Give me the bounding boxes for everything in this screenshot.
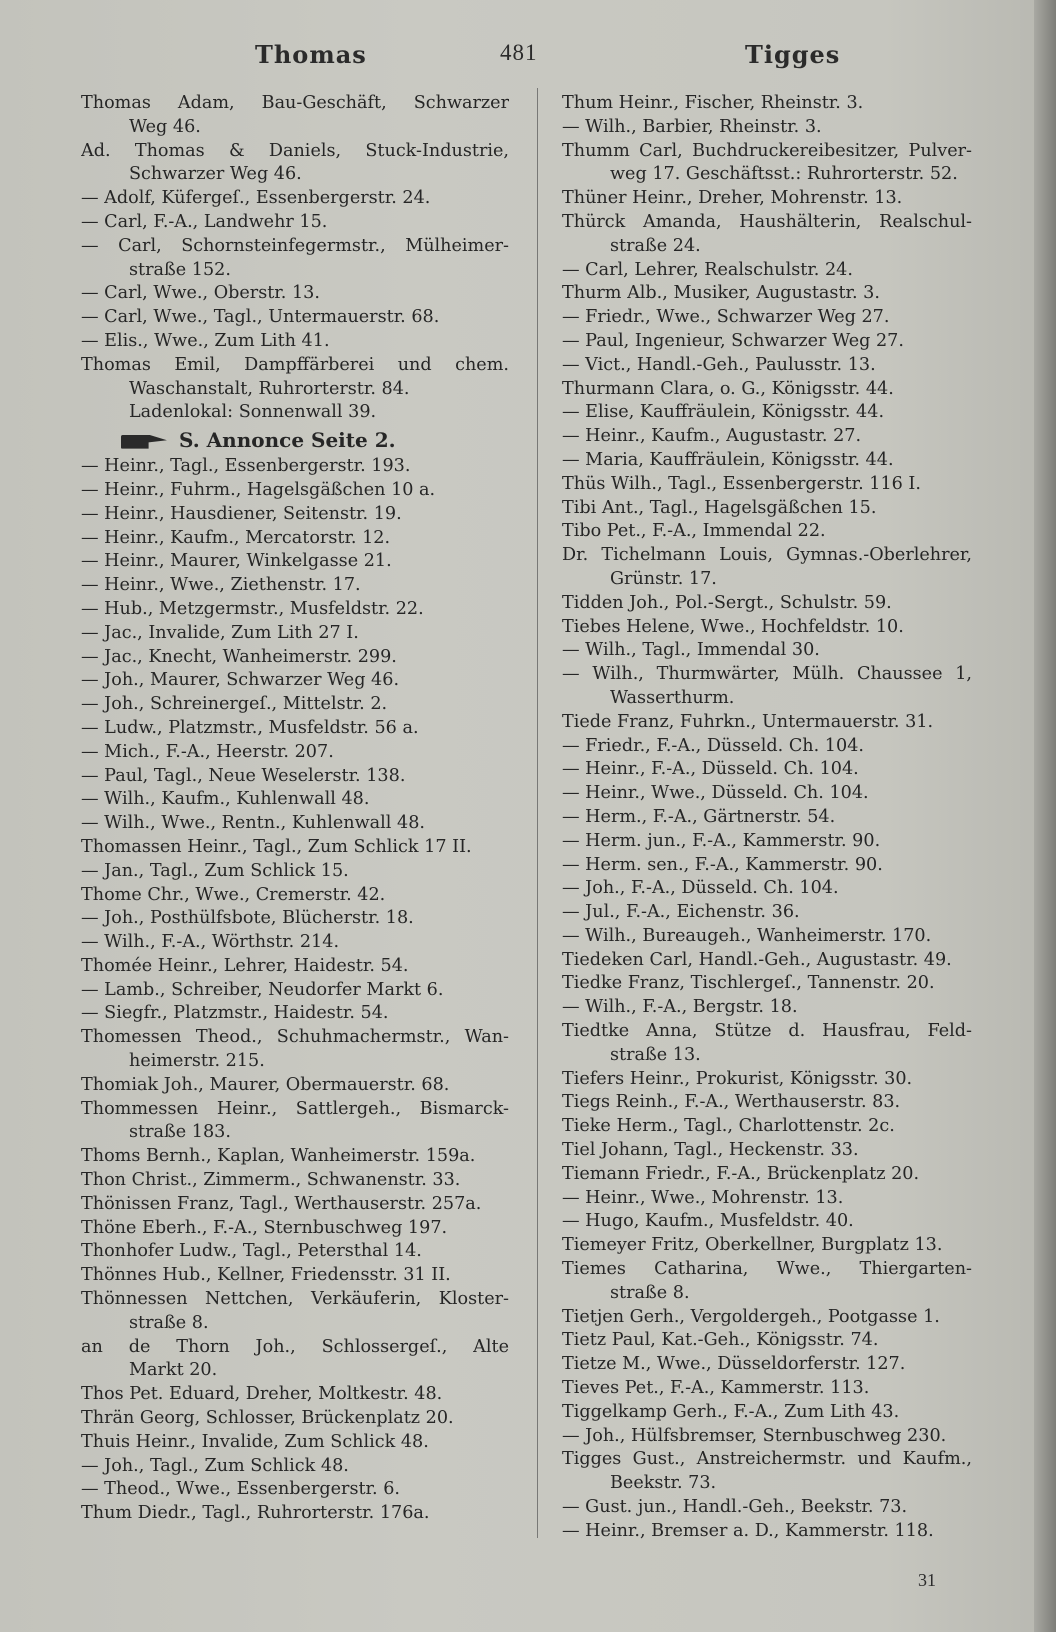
entry-line: Tiedke Franz, Tischlergeſ., Tannenstr. 20.	[562, 973, 935, 994]
entry-line: — Ludw., Platzmstr., Musfeldstr. 56 a.	[81, 717, 419, 738]
directory-entry	[81, 693, 509, 717]
directory-entry	[562, 1377, 972, 1401]
directory-entry	[562, 520, 972, 544]
entry-line: — Heinr., Maurer, Winkelgasse 21.	[81, 551, 392, 572]
directory-entry	[562, 735, 972, 759]
directory-entry	[562, 758, 972, 782]
entry-line: — Heinr., Tagl., Essenbergerstr. 193.	[81, 456, 411, 477]
directory-entry	[562, 1091, 972, 1115]
entry-line: — Heinr., Kaufm., Mercatorstr. 12.	[81, 527, 391, 548]
directory-entry	[562, 1401, 972, 1425]
directory-entry	[81, 1478, 509, 1502]
entry-line: Tibi Ant., Tagl., Hagelsgäßchen 15.	[562, 497, 877, 518]
entry-line: Thos Pet. Eduard, Dreher, Moltkestr. 48.	[81, 1384, 443, 1405]
entry-line: — Heinr., Wwe., Düsseld. Ch. 104.	[562, 783, 869, 804]
entry-continuation: Ladenlokal: Sonnenwall 39.	[129, 402, 377, 423]
entry-line: — Wilh., Tagl., Immendal 30.	[562, 640, 820, 661]
directory-entry	[81, 765, 509, 789]
directory-entry	[81, 1002, 509, 1026]
entry-line: Thomas Emil, Dampffärberei und chem.	[81, 354, 509, 375]
directory-entry	[562, 806, 972, 830]
entry-line: Tidden Joh., Pol.-Sergt., Schulstr. 59.	[562, 592, 892, 613]
entry-line: — Elis., Wwe., Zum Lith 41.	[81, 330, 330, 351]
entry-line: — Joh., Hülfsbremser, Sternbuschweg 230.	[562, 1425, 947, 1446]
directory-entry	[81, 401, 509, 425]
directory-entry	[562, 497, 972, 521]
directory-entry	[562, 1139, 972, 1163]
entry-line: Thönnes Hub., Kellner, Friedensstr. 31 II.	[81, 1265, 451, 1286]
directory-entry	[562, 1187, 972, 1211]
directory-entry	[81, 622, 509, 646]
directory-entry	[81, 354, 509, 402]
directory-entry	[81, 1098, 509, 1146]
entry-line: Tietjen Gerh., Vergoldergeh., Pootgasse 1.	[562, 1306, 940, 1327]
directory-entry	[562, 782, 972, 806]
entry-line: — Herm., F.-A., Gärtnerstr. 54.	[562, 806, 836, 827]
directory-entry	[81, 211, 509, 235]
directory-entry	[562, 92, 972, 116]
directory-entry	[81, 235, 509, 283]
entry-line: Tigges Gust., Anstreichermstr. und Kaufm.,	[562, 1449, 972, 1470]
entry-line: Thurm Alb., Musiker, Augustastr. 3.	[562, 283, 880, 304]
directory-entry	[81, 1240, 509, 1264]
page-edge-shadow	[1034, 0, 1056, 1632]
entry-line: Thum Diedr., Tagl., Ruhrorterstr. 176a.	[81, 1503, 430, 1524]
directory-entry	[81, 1431, 509, 1455]
entry-line: — Wilh., Thurmwärter, Mülh. Chaussee 1,	[562, 664, 972, 685]
entry-line: Thüner Heinr., Dreher, Mohrenstr. 13.	[562, 188, 903, 209]
entry-continuation: heimerstr. 215.	[129, 1051, 265, 1072]
directory-entry	[81, 282, 509, 306]
entry-line: — Hugo, Kaufm., Musfeldstr. 40.	[562, 1211, 854, 1232]
directory-entry	[81, 1502, 509, 1526]
entry-line: — Jac., Invalide, Zum Lith 27 I.	[81, 622, 359, 643]
entry-line: Thöne Eberh., F.-A., Sternbuschweg 197.	[81, 1217, 448, 1238]
directory-entry	[562, 1306, 972, 1330]
directory-entry	[562, 592, 972, 616]
entry-line: — Jan., Tagl., Zum Schlick 15.	[81, 860, 349, 881]
directory-entry	[562, 1163, 972, 1187]
entry-line: — Paul, Ingenieur, Schwarzer Weg 27.	[562, 330, 904, 351]
directory-entry	[81, 1288, 509, 1336]
entry-line: Thüs Wilh., Tagl., Essenbergerstr. 116 I.	[562, 473, 921, 494]
entry-continuation: straße 8.	[129, 1312, 209, 1333]
directory-entry	[81, 140, 509, 188]
advert-reference-text: S. Annonce Seite 2.	[179, 428, 396, 453]
entry-line: — Heinr., Hausdiener, Seitenstr. 19.	[81, 503, 402, 524]
entry-line: — Carl, Wwe., Oberstr. 13.	[81, 283, 320, 304]
running-head-right: Tigges	[745, 40, 841, 69]
directory-entry	[81, 550, 509, 574]
entry-continuation: Wasserthurm.	[610, 687, 735, 708]
directory-entry	[562, 1520, 972, 1544]
entry-line: an de Thorn Joh., Schlossergeſ., Alte	[81, 1336, 509, 1357]
directory-entry	[562, 378, 972, 402]
entry-line: Thuis Heinr., Invalide, Zum Schlick 48.	[81, 1431, 429, 1452]
directory-entry	[562, 116, 972, 140]
entry-line: Thome Chr., Wwe., Cremerstr. 42.	[81, 884, 386, 905]
entry-line: — Adolf, Küfergeſ., Essenbergerstr. 24.	[81, 188, 431, 209]
entry-line: — Joh., F.-A., Düsseld. Ch. 104.	[562, 878, 839, 899]
entry-line: Thönnessen Nettchen, Verkäuferin, Kloster-	[81, 1289, 509, 1310]
entry-line: Dr. Tichelmann Louis, Gymnas.-Oberlehrer,	[562, 545, 972, 566]
directory-entry	[81, 646, 509, 670]
entry-line: Tieke Herm., Tagl., Charlottenstr. 2c.	[562, 1116, 895, 1137]
entry-continuation: straße 8.	[610, 1282, 690, 1303]
entry-line: — Friedr., Wwe., Schwarzer Weg 27.	[562, 307, 890, 328]
entry-line: Thoms Bernh., Kaplan, Wanheimerstr. 159a.	[81, 1146, 476, 1167]
directory-entry	[562, 140, 972, 188]
entry-line: — Carl, Wwe., Tagl., Untermauerstr. 68.	[81, 307, 440, 328]
directory-entry	[562, 354, 972, 378]
entry-continuation: Markt 20.	[129, 1360, 218, 1381]
entry-line: Tiedtke Anna, Stütze d. Hausfrau, Feld-	[562, 1021, 972, 1042]
directory-entry	[81, 1193, 509, 1217]
directory-entry	[562, 282, 972, 306]
entry-line: — Heinr., F.-A., Düsseld. Ch. 104.	[562, 759, 859, 780]
entry-continuation: straße 24.	[610, 235, 701, 256]
entry-line: — Heinr., Wwe., Mohrenstr. 13.	[562, 1187, 844, 1208]
entry-line: — Joh., Posthülfsbote, Blücherstr. 18.	[81, 908, 414, 929]
entry-continuation: Schwarzer Weg 46.	[129, 164, 302, 185]
directory-entry	[562, 1115, 972, 1139]
entry-line: Tiefers Heinr., Prokurist, Königsstr. 30.	[562, 1068, 913, 1089]
directory-entry	[562, 1258, 972, 1306]
entry-line: Tietz Paul, Kat.-Geh., Königsstr. 74.	[562, 1330, 879, 1351]
entry-line: Thomiak Joh., Maurer, Obermauerstr. 68.	[81, 1074, 450, 1095]
directory-entry	[81, 187, 509, 211]
directory-entry	[562, 259, 972, 283]
entry-line: — Joh., Tagl., Zum Schlick 48.	[81, 1455, 349, 1476]
directory-entry	[562, 830, 972, 854]
directory-entry	[81, 907, 509, 931]
entry-line: Thönissen Franz, Tagl., Werthauserstr. 257a.	[81, 1193, 482, 1214]
entry-continuation: weg 17. Geschäftsst.: Ruhrorterstr. 52.	[610, 164, 958, 185]
entry-line: — Heinr., Bremser a. D., Kammerstr. 118.	[562, 1520, 934, 1541]
entry-line: Thumm Carl, Buchdruckereibesitzer, Pulver-	[562, 140, 972, 161]
directory-entry	[562, 425, 972, 449]
running-head-left: Thomas	[255, 40, 367, 69]
directory-entry	[81, 931, 509, 955]
directory-entry	[562, 473, 972, 497]
directory-entry	[562, 187, 972, 211]
entry-line: Thommessen Heinr., Sattlergeh., Bismarck-	[81, 1098, 509, 1119]
directory-entry	[81, 479, 509, 503]
directory-entry	[81, 1264, 509, 1288]
directory-entry	[562, 1425, 972, 1449]
directory-entry	[562, 211, 972, 259]
entry-continuation: Beekstr. 73.	[610, 1473, 717, 1494]
entry-line: — Wilh., Wwe., Rentn., Kuhlenwall 48.	[81, 813, 425, 834]
entry-line: Tiggelkamp Gerh., F.-A., Zum Lith 43.	[562, 1401, 900, 1422]
entry-continuation: straße 13.	[610, 1044, 701, 1065]
directory-entry	[81, 1169, 509, 1193]
entry-line: Tiemes Catharina, Wwe., Thiergarten-	[562, 1259, 972, 1280]
directory-entry	[562, 925, 972, 949]
entry-line: Thomassen Heinr., Tagl., Zum Schlick 17 II.	[81, 836, 472, 857]
entry-line: Tibo Pet., F.-A., Immendal 22.	[562, 521, 826, 542]
directory-entry	[81, 955, 509, 979]
entry-line: — Maria, Kauffräulein, Königsstr. 44.	[562, 449, 894, 470]
entry-continuation: Waschanstalt, Ruhrorterstr. 84.	[129, 378, 410, 399]
entry-line: — Jac., Knecht, Wanheimerstr. 299.	[81, 646, 397, 667]
directory-entry	[81, 812, 509, 836]
directory-entry	[81, 1074, 509, 1098]
directory-entry	[562, 1353, 972, 1377]
entry-line: — Wilh., Kaufm., Kuhlenwall 48.	[81, 789, 370, 810]
entry-line: — Theod., Wwe., Essenbergerstr. 6.	[81, 1479, 400, 1500]
entry-continuation: straße 152.	[129, 259, 231, 280]
directory-entry	[81, 860, 509, 884]
entry-line: Ad. Thomas & Daniels, Stuck-Industrie,	[81, 140, 509, 161]
directory-entry	[562, 663, 972, 711]
directory-entry	[81, 527, 509, 551]
directory-entry	[562, 616, 972, 640]
directory-entry	[81, 741, 509, 765]
entry-line: Tiedeken Carl, Handl.-Geh., Augustastr. 49.	[562, 949, 952, 970]
directory-entry	[562, 901, 972, 925]
entry-line: — Jul., F.-A., Eichenstr. 36.	[562, 902, 800, 923]
directory-entry	[81, 669, 509, 693]
entry-line: — Heinr., Wwe., Ziethenstr. 17.	[81, 575, 361, 596]
entry-line: Tiegs Reinh., F.-A., Werthauserstr. 83.	[562, 1092, 901, 1113]
entry-line: — Carl, Schornsteinfegermstr., Mülheimer-	[81, 235, 509, 256]
entry-line: — Joh., Schreinergeſ., Mittelstr. 2.	[81, 694, 388, 715]
advert-reference	[81, 425, 509, 455]
entry-line: — Wilh., Barbier, Rheinstr. 3.	[562, 116, 822, 137]
directory-entry	[81, 788, 509, 812]
entry-line: Thomée Heinr., Lehrer, Haidestr. 54.	[81, 955, 409, 976]
entry-line: Thonhofer Ludw., Tagl., Petersthal 14.	[81, 1241, 422, 1262]
entry-line: — Heinr., Kaufm., Augustastr. 27.	[562, 426, 862, 447]
entry-continuation: Weg 46.	[129, 116, 201, 137]
directory-entry	[562, 1234, 972, 1258]
entry-line: Thrän Georg, Schlosser, Brückenplatz 20.	[81, 1408, 454, 1429]
directory-entry	[81, 1383, 509, 1407]
entry-line: Thurmann Clara, o. G., Königsstr. 44.	[562, 378, 894, 399]
directory-entry	[81, 598, 509, 622]
directory-entry	[562, 1329, 972, 1353]
directory-entry	[81, 503, 509, 527]
directory-entry	[562, 711, 972, 735]
left-column	[81, 92, 509, 1526]
sheet-signature: 31	[918, 1570, 936, 1590]
entry-line: — Mich., F.-A., Heerstr. 207.	[81, 741, 334, 762]
directory-entry	[81, 574, 509, 598]
directory-entry	[81, 330, 509, 354]
entry-continuation: straße 183.	[129, 1122, 231, 1143]
entry-line: Tiebes Helene, Wwe., Hochfeldstr. 10.	[562, 616, 904, 637]
entry-line: Tiel Johann, Tagl., Heckenstr. 33.	[562, 1140, 859, 1161]
entry-line: — Joh., Maurer, Schwarzer Weg 46.	[81, 670, 400, 691]
entry-line: — Carl, Lehrer, Realschulstr. 24.	[562, 259, 853, 280]
entry-line: — Siegfr., Platzmstr., Haidestr. 54.	[81, 1003, 389, 1024]
directory-entry	[562, 330, 972, 354]
page-number: 481	[500, 40, 538, 65]
directory-entry	[562, 401, 972, 425]
directory-entry	[81, 455, 509, 479]
directory-entry	[562, 1210, 972, 1234]
directory-entry	[562, 544, 972, 592]
directory-entry	[81, 1455, 509, 1479]
directory-entry	[81, 979, 509, 1003]
entry-line: — Wilh., F.-A., Bergstr. 18.	[562, 997, 798, 1018]
directory-entry	[562, 877, 972, 901]
entry-line: Tiemann Friedr., F.-A., Brückenplatz 20.	[562, 1163, 920, 1184]
entry-line: — Heinr., Fuhrm., Hagelsgäßchen 10 a.	[81, 479, 436, 500]
entry-line: Tiemeyer Fritz, Oberkellner, Burgplatz 13.	[562, 1235, 943, 1256]
entry-line: — Wilh., F.-A., Wörthstr. 214.	[81, 932, 340, 953]
directory-entry	[81, 1145, 509, 1169]
entry-line: Tietze M., Wwe., Düsseldorferstr. 127.	[562, 1354, 906, 1375]
directory-entry	[81, 717, 509, 741]
entry-line: — Vict., Handl.-Geh., Paulusstr. 13.	[562, 354, 876, 375]
entry-line: — Herm. jun., F.-A., Kammerstr. 90.	[562, 830, 881, 851]
directory-entry	[81, 1026, 509, 1074]
directory-entry	[562, 449, 972, 473]
directory-entry	[81, 836, 509, 860]
entry-line: Thomas Adam, Bau-Geschäft, Schwarzer	[81, 93, 509, 113]
directory-entry	[562, 854, 972, 878]
directory-entry	[562, 972, 972, 996]
directory-entry	[562, 1448, 972, 1496]
directory-entry	[562, 949, 972, 973]
directory-entry	[81, 1217, 509, 1241]
entry-line: — Gust. jun., Handl.-Geh., Beekstr. 73.	[562, 1497, 908, 1518]
directory-entry	[81, 306, 509, 330]
entry-line: Tiede Franz, Fuhrkn., Untermauerstr. 31.	[562, 711, 934, 732]
entry-line: — Hub., Metzgermstr., Musfeldstr. 22.	[81, 598, 424, 619]
right-column	[562, 92, 972, 1544]
entry-line: — Friedr., F.-A., Düsseld. Ch. 104.	[562, 735, 864, 756]
entry-line: Thürck Amanda, Haushälterin, Realschul-	[562, 211, 972, 232]
directory-entry	[81, 1336, 509, 1384]
entry-line: Thon Christ., Zimmerm., Schwanenstr. 33.	[81, 1170, 461, 1191]
entry-line: Tieves Pet., F.-A., Kammerstr. 113.	[562, 1378, 870, 1399]
pointing-hand-icon	[121, 435, 167, 449]
directory-entry	[81, 884, 509, 908]
entry-line: — Herm. sen., F.-A., Kammerstr. 90.	[562, 854, 883, 875]
directory-entry	[562, 1068, 972, 1092]
directory-entry	[562, 996, 972, 1020]
entry-line: — Elise, Kauffräulein, Königsstr. 44.	[562, 402, 885, 423]
directory-entry	[562, 1020, 972, 1068]
directory-entry	[81, 1407, 509, 1431]
directory-entry	[562, 639, 972, 663]
directory-entry	[562, 1496, 972, 1520]
entry-line: Thum Heinr., Fischer, Rheinstr. 3.	[562, 93, 864, 113]
entry-continuation: Grünstr. 17.	[610, 568, 717, 589]
entry-line: — Lamb., Schreiber, Neudorfer Markt 6.	[81, 979, 444, 1000]
entry-line: — Paul, Tagl., Neue Weselerstr. 138.	[81, 765, 406, 786]
entry-line: — Wilh., Bureaugeh., Wanheimerstr. 170.	[562, 925, 932, 946]
entry-line: Thomessen Theod., Schuhmachermstr., Wan-	[81, 1027, 509, 1048]
directory-entry	[562, 306, 972, 330]
directory-entry	[81, 92, 509, 140]
column-divider	[537, 88, 538, 1538]
entry-line: — Carl, F.-A., Landwehr 15.	[81, 211, 328, 232]
